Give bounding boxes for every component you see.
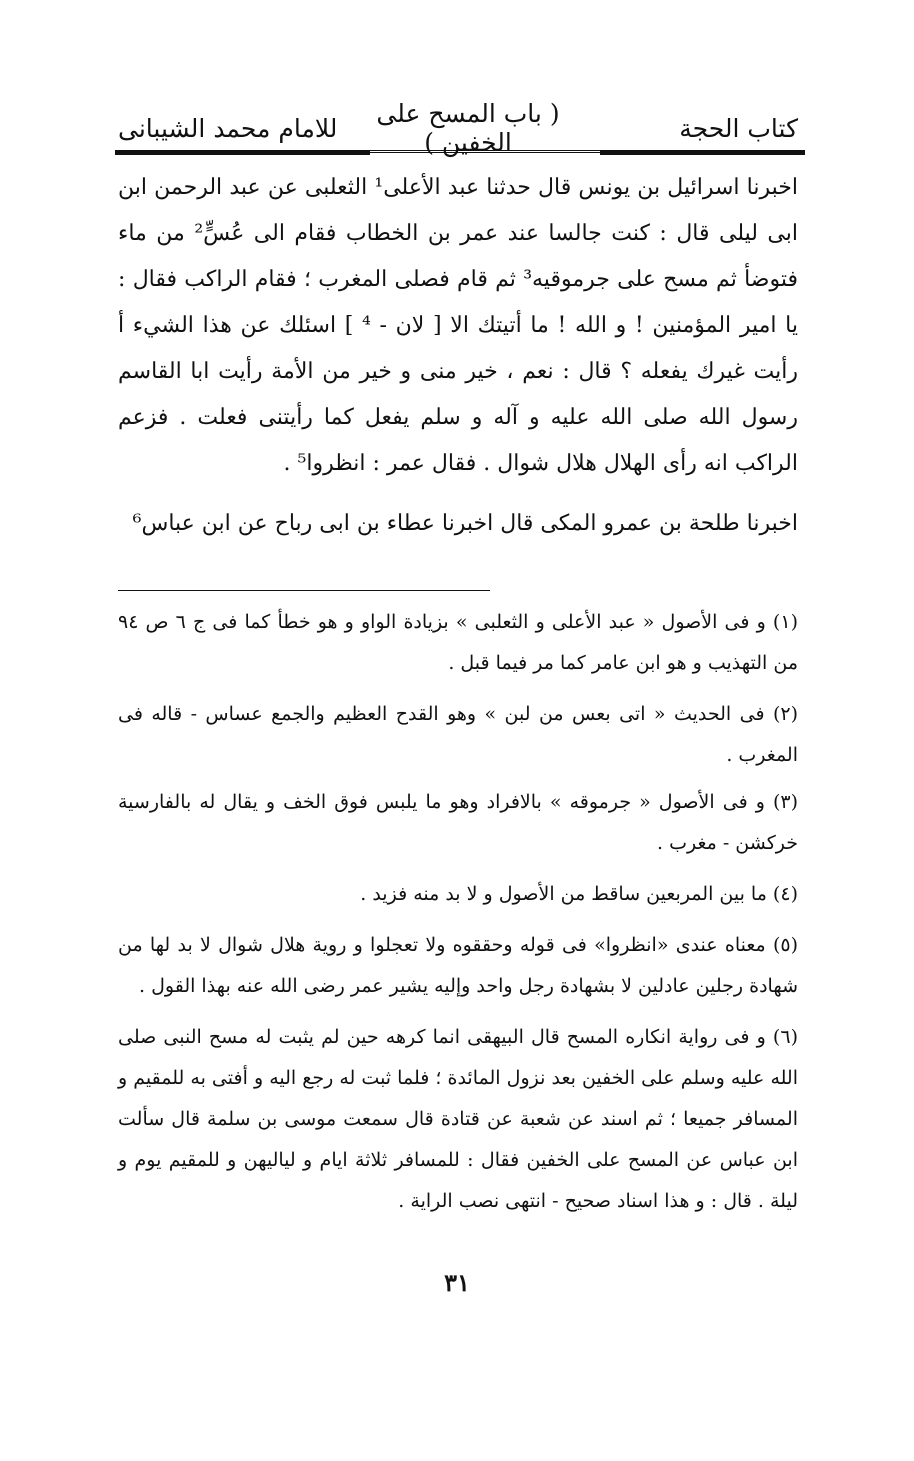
main-paragraph-2: اخبرنا طلحة بن عمرو المكى قال اخبرنا عطاء بن ابى رباح عن ابن عباس⁶ <box>132 511 798 536</box>
page-header <box>118 99 798 157</box>
main-text <box>118 165 798 547</box>
footnote-5: (٥) معناه عندى «انظروا» فى قوله وحققوه ولا تعجلوا و روية هلال شوال لا بد لها من شهادة رجلين عادلين لا بشهادة رجل واحد وإليه يشير عمر رضى الله عنه بهذا القول . <box>118 934 798 997</box>
header-rule-left <box>115 150 370 155</box>
page-number: ٣١ <box>444 1268 470 1297</box>
footnote-2: (٢) فى الحديث « اتى بعس من لبن » وهو القدح العظيم والجمع عساس - قاله فى المغرب . <box>118 703 798 766</box>
footnotes <box>118 602 798 1232</box>
footnote-3: (٣) و فى الأصول « جرموقه » بالافراد وهو ما يلبس فوق الخف و يقال له بالفارسية خركشن - مغرب . <box>118 791 798 854</box>
chapter-title: ( باب المسح على الخفين ) <box>376 99 560 157</box>
footnote-6: (٦) و فى رواية انكاره المسح قال البيهقى انما كرهه حين لم يثبت له مسح النبى صلى الله عليه وسلم على الخفين بعد نزول المائدة ؛ فلما ثبت له رجع اليه و أفتى به للمقيم و المسافر جميعا ؛ ثم اسند عن شعبة عن قتادة قال سمعت موسى بن سلمة قال سألت ابن عباس عن المسح على الخفين فقال : للمسافر ثلاثة ايام و لياليهن و للمقيم يوم و ليلة . قال : و هذا اسناد صحيح - انتهى نصب الراية . <box>118 1026 798 1212</box>
footnote-separator <box>118 590 490 591</box>
header-rule-right <box>600 150 805 155</box>
footnote-4: (٤) ما بين المربعين ساقط من الأصول و لا بد منه فزيد . <box>360 883 798 905</box>
main-paragraph-1: اخبرنا اسرائيل بن يونس قال حدثنا عبد الأعلى¹ الثعلبى عن عبد الرحمن ابن ابى ليلى قال : كنت جالسا عند عمر بن الخطاب فقام الى عُسٍّ² من ماء فتوضأ ثم مسح على جرموقيه³ ثم قام فصلى المغرب ؛ فقام الراكب فقال : يا امير المؤمنين ! و الله ! ما أتيتك الا [ لان - ⁴ ] اسئلك عن هذا الشيء أ رأيت غيرك يفعله ؟ قال : نعم ، خير منى و خير من الأمة رأيت ابا القاسم رسول الله صلى الله عليه و آله و سلم يفعل كما رأيتنى فعلت . فزعم الراكب انه رأى الهلال هلال شوال . فقال عمر : انظروا⁵ . <box>118 175 799 476</box>
author-name: للامام محمد الشيبانى <box>118 113 338 143</box>
footnote-1: (١) و فى الأصول « عبد الأعلى و الثعلبى » بزيادة الواو و هو خطأ كما فى ج ٦ ص ٩٤ من التهذيب و هو ابن عامر كما مر فيما قبل . <box>118 611 798 674</box>
book-title: كتاب الحجة <box>679 113 798 143</box>
